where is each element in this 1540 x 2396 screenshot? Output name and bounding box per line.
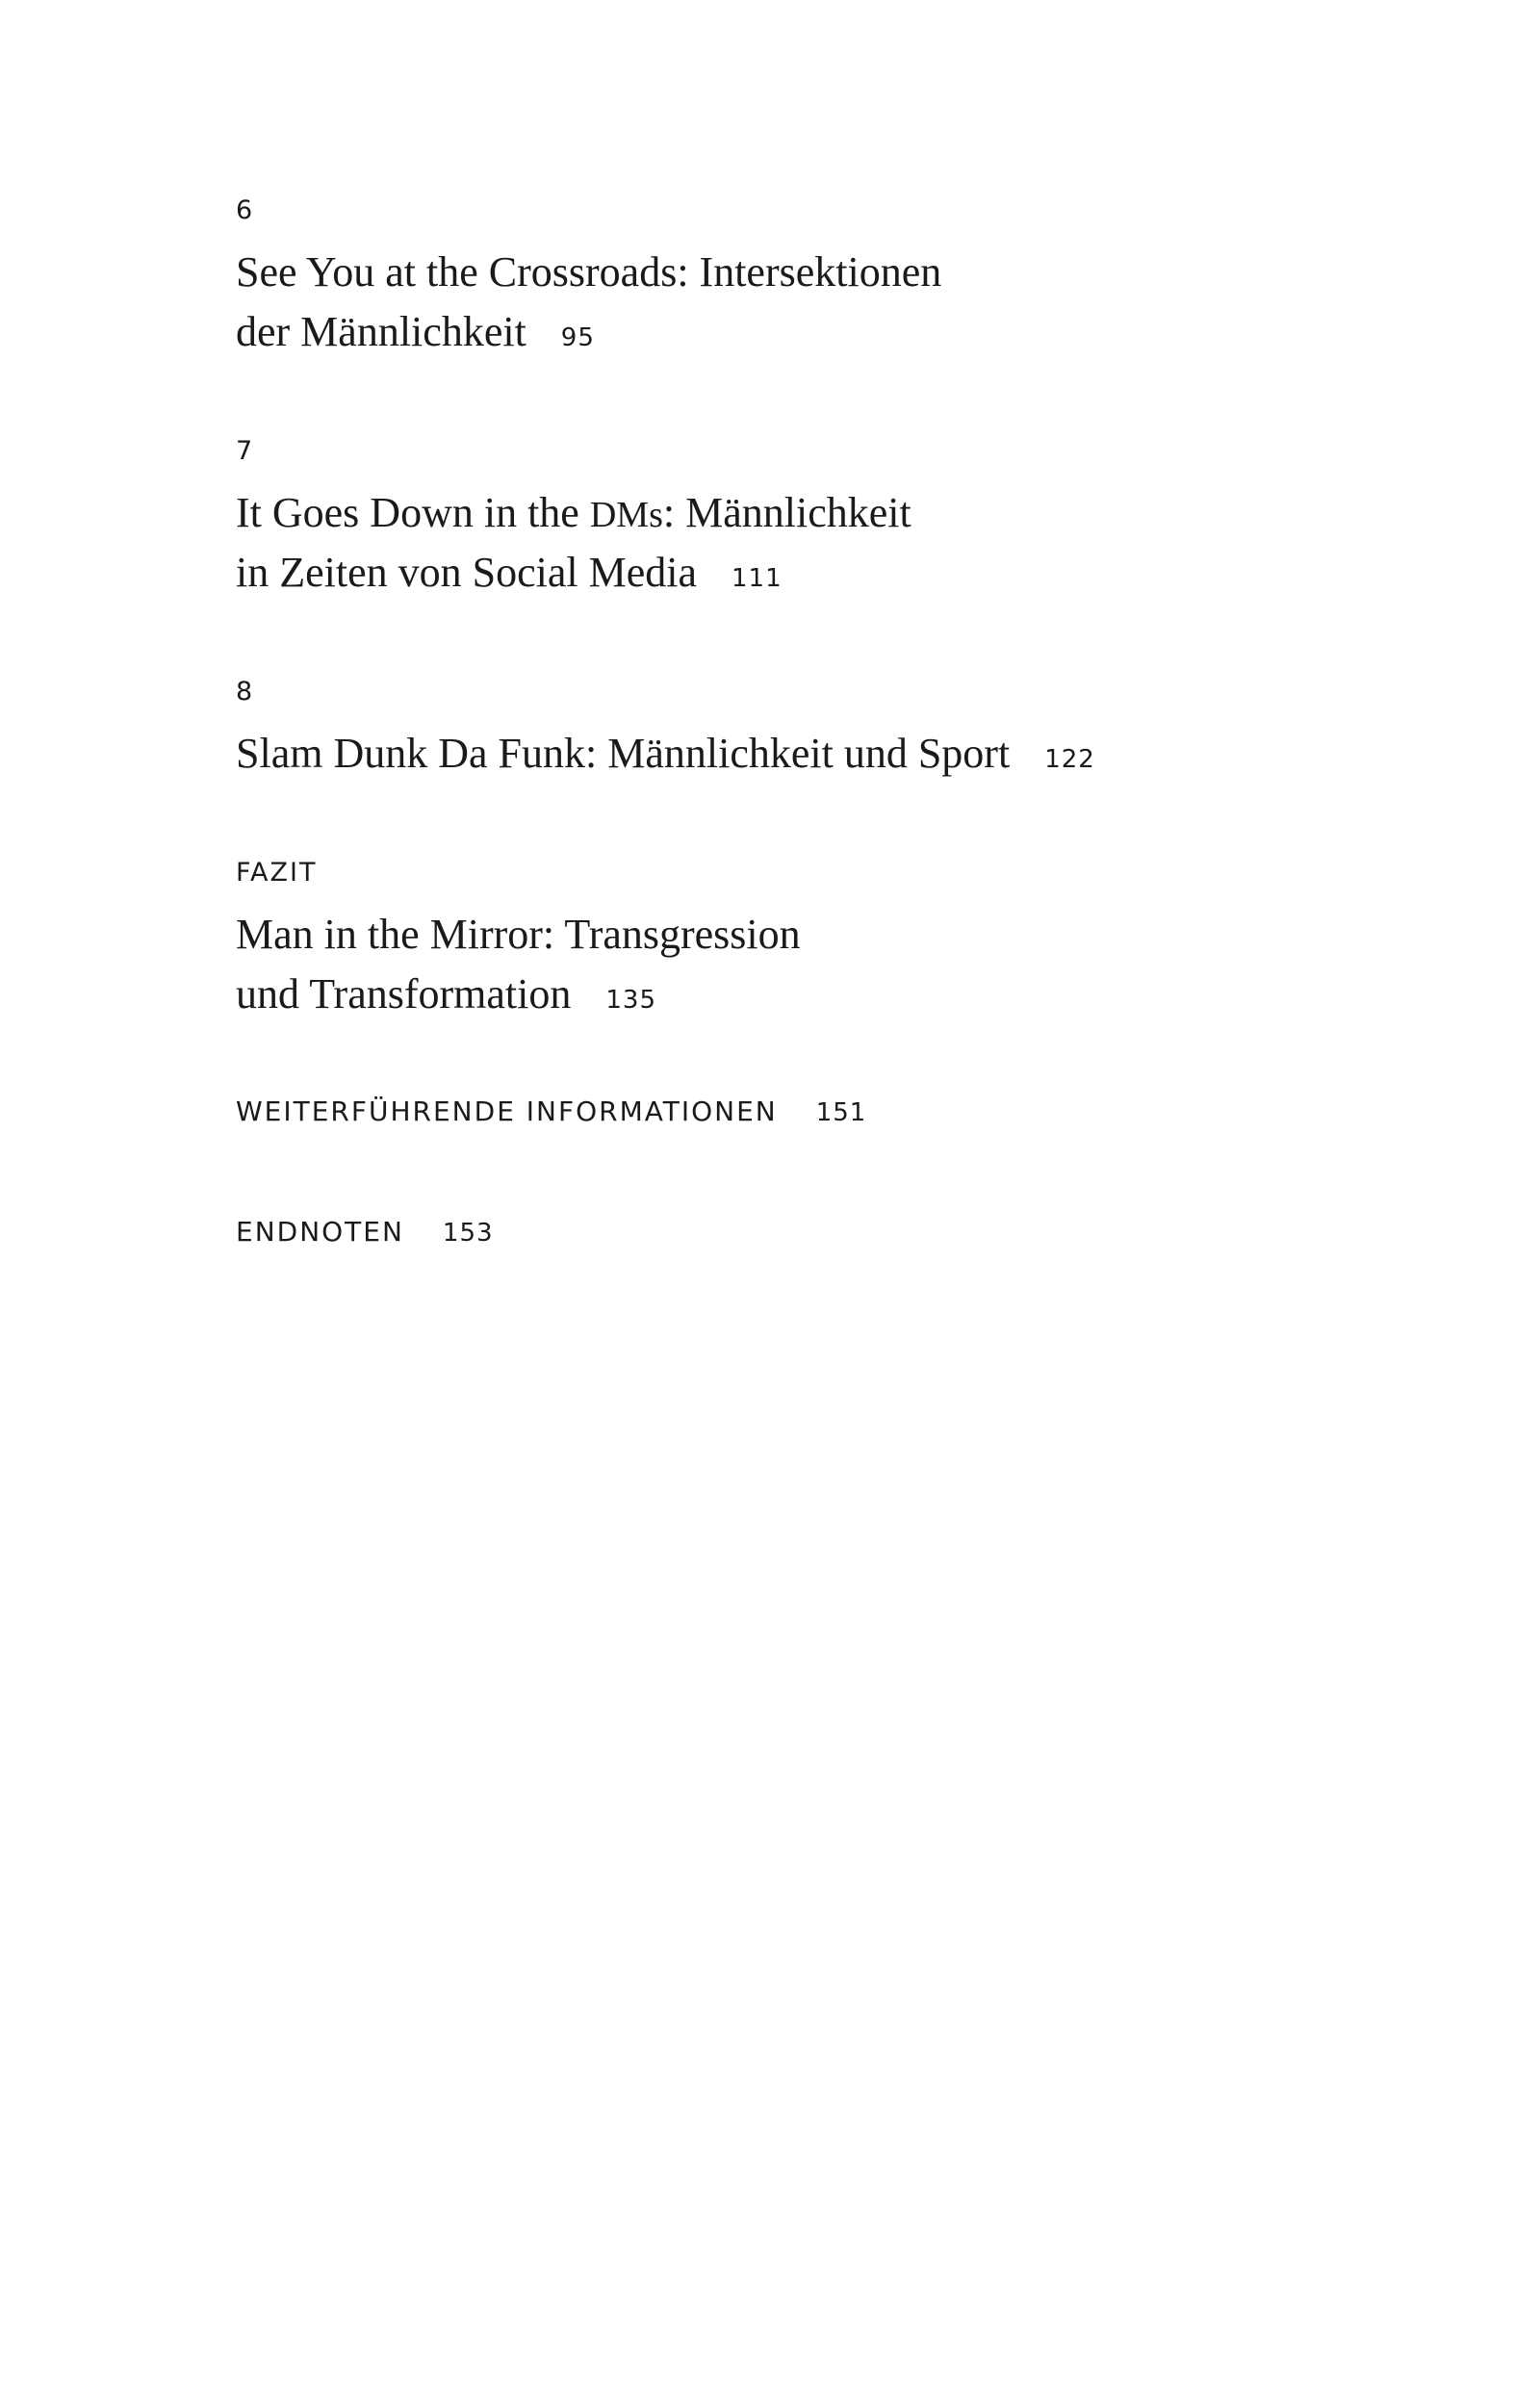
chapter-title-line-2 xyxy=(236,308,941,355)
chapter-number: 8 xyxy=(236,677,255,707)
chapter-title-line-2 xyxy=(236,970,801,1018)
chapter-number: 7 xyxy=(236,436,255,466)
toc-entry-endnoten[interactable] xyxy=(236,1216,494,1248)
toc-entry-chapter-7[interactable] xyxy=(236,438,911,594)
page-number: 151 xyxy=(815,1098,867,1127)
page-number: 95 xyxy=(560,323,595,352)
chapter-title-text: der Männlichkeit xyxy=(236,308,526,355)
chapter-title-line-1 xyxy=(236,730,1095,777)
chapter-title-text: : Männlichkeit xyxy=(662,489,911,536)
chapter-number: 6 xyxy=(236,195,255,225)
chapter-title-text: und Transformation xyxy=(236,970,572,1018)
chapter-title-line-1: See You at the Crossroads: Intersektionen xyxy=(236,248,942,296)
chapter-title-text: in Zeiten von Social Media xyxy=(236,549,697,596)
chapter-title-line-2 xyxy=(236,549,911,596)
page-number: 111 xyxy=(732,564,783,593)
toc-entry-weiterfuehrende-informationen[interactable] xyxy=(236,1095,867,1127)
section-title: WEITERFÜHRENDE INFORMATIONEN xyxy=(236,1095,778,1127)
chapter-title-smallcaps: DMs xyxy=(589,495,663,535)
page-number: 135 xyxy=(605,986,656,1015)
section-title: ENDNOTEN xyxy=(236,1216,404,1248)
page-number: 122 xyxy=(1044,745,1095,774)
toc-entry-chapter-8[interactable] xyxy=(236,679,1095,775)
chapter-title-line-1: Man in the Mirror: Transgression xyxy=(236,911,801,958)
toc-entry-fazit[interactable] xyxy=(236,860,801,1016)
page-number: 153 xyxy=(442,1219,494,1248)
chapter-title-text: Slam Dunk Da Funk: Männlichkeit und Sport xyxy=(236,730,1011,777)
chapter-title-text: It Goes Down in the xyxy=(236,489,590,536)
toc-entry-chapter-6[interactable] xyxy=(236,197,941,353)
section-label: FAZIT xyxy=(236,858,318,888)
chapter-title-line-1 xyxy=(236,489,911,536)
